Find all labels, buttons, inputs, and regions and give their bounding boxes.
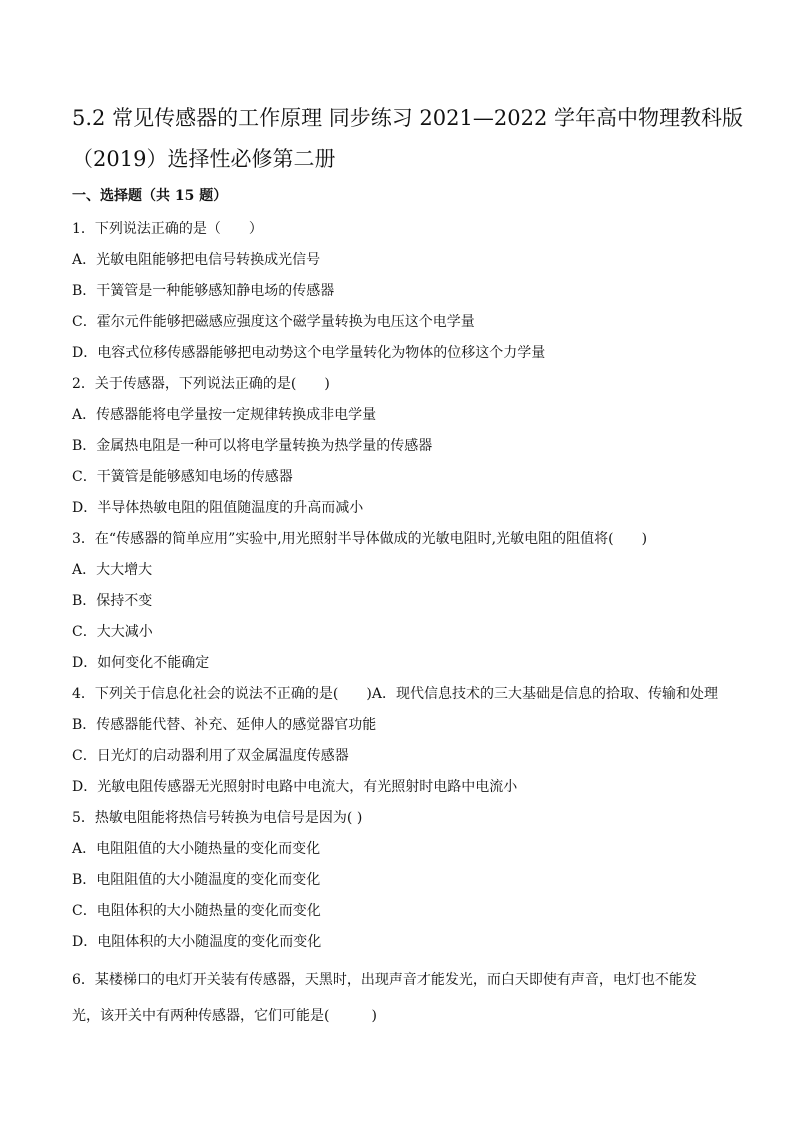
question-1-option-c: C．霍尔元件能够把磁感应强度这个磁学量转换为电压这个电学量 bbox=[72, 314, 475, 330]
question-2-stem: 2．关于传感器，下列说法正确的是( ) bbox=[72, 376, 330, 392]
question-2-option-c: C．干簧管是能够感知电场的传感器 bbox=[72, 469, 293, 485]
question-1-option-d: D．电容式位移传感器能够把电动势这个电学量转化为物体的位移这个力学量 bbox=[72, 345, 546, 361]
page-title-line-1: 5.2 常见传感器的工作原理 同步练习 2021—2022 学年高中物理教科版 bbox=[72, 106, 743, 130]
question-2-option-d: D．半导体热敏电阻的阻值随温度的升高而减小 bbox=[72, 500, 364, 516]
question-3-option-b: B．保持不变 bbox=[72, 593, 153, 609]
question-5-stem: 5．热敏电阻能将热信号转换为电信号是因为( ) bbox=[72, 810, 363, 826]
question-3-stem: 3．在“传感器的简单应用”实验中,用光照射半导体做成的光敏电阻时,光敏电阻的阻值将( ) bbox=[72, 531, 648, 547]
section-heading: 一、选择题（共 15 题） bbox=[72, 188, 228, 204]
question-5-option-c: C．电阻体积的大小随热量的变化而变化 bbox=[72, 903, 321, 919]
question-3-option-d: D．如何变化不能确定 bbox=[72, 655, 210, 671]
question-1-option-b: B．干簧管是一种能够感知静电场的传感器 bbox=[72, 283, 335, 299]
question-3-option-c: C．大大减小 bbox=[72, 624, 153, 640]
question-2-option-b: B．金属热电阻是一种可以将电学量转换为热学量的传感器 bbox=[72, 438, 433, 454]
question-4-option-c: C．日光灯的启动器利用了双金属温度传感器 bbox=[72, 748, 349, 764]
question-2-option-a: A．传感器能将电学量按一定规律转换成非电学量 bbox=[72, 407, 377, 423]
question-1-stem: 1．下列说法正确的是（ ） bbox=[72, 221, 263, 237]
question-1-option-a: A．光敏电阻能够把电信号转换成光信号 bbox=[72, 252, 321, 268]
question-6-stem: 6．某楼梯口的电灯开关装有传感器，天黑时，出现声音才能发光，而白天即使有声音，电灯也不能发光，该开关中有两种传感器，它们可能是( ) bbox=[72, 972, 697, 1024]
question-5-option-d: D．电阻体积的大小随温度的变化而变化 bbox=[72, 934, 322, 950]
question-3-option-a: A．大大增大 bbox=[72, 562, 153, 578]
question-5-option-a: A．电阻阻值的大小随热量的变化而变化 bbox=[72, 841, 321, 857]
question-4-option-b: B．传感器能代替、补充、延伸人的感觉器官功能 bbox=[72, 717, 377, 733]
question-5-option-b: B．电阻阻值的大小随温度的变化而变化 bbox=[72, 872, 321, 888]
question-4-stem: 4．下列关于信息化社会的说法不正确的是( )A．现代信息技术的三大基础是信息的拾取、传输和处理 bbox=[72, 686, 718, 702]
page-title-line-2: （2019）选择性必修第二册 bbox=[72, 147, 336, 171]
question-4-option-d: D．光敏电阻传感器无光照射时电路中电流大，有光照射时电路中电流小 bbox=[72, 779, 518, 795]
